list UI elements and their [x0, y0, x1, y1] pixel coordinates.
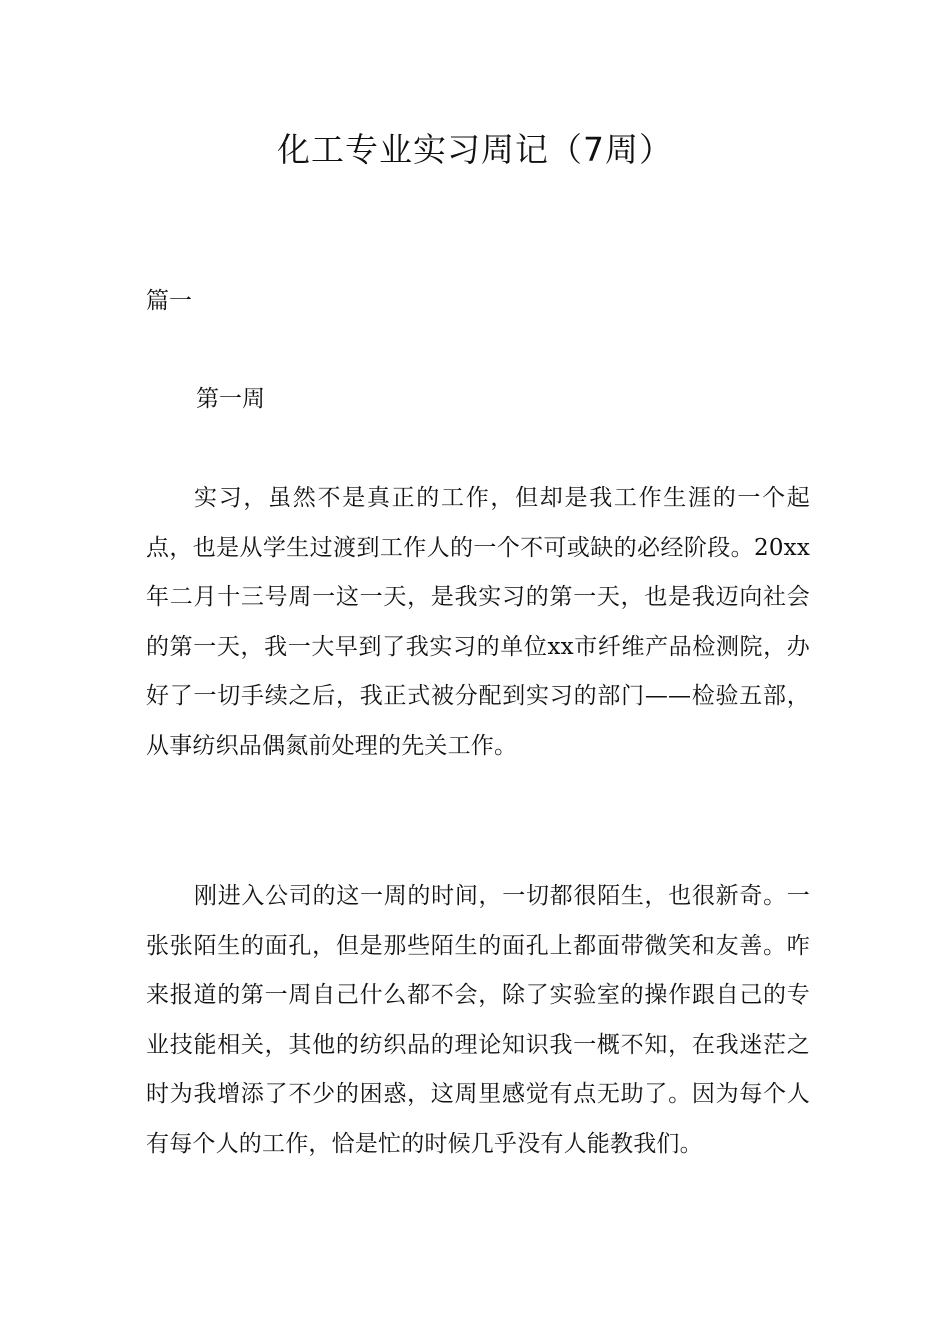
- section-label: 篇一: [146, 288, 192, 314]
- paragraph-1: 实习，虽然不是真正的工作，但却是我工作生涯的一个起点，也是从学生过渡到工作人的一个不可或缺的必经阶段。20xx年二月十三号周一这一天，是我实习的第一天，也是我迈向社会的第一天，我一大早到了我实习的单位xx市纤维产品检测院，办好了一切手续之后，我正式被分配到实习的部门——检验五部，从事纺织品偶氮前处理的先关工作。: [146, 485, 810, 759]
- week-label: 第一周: [196, 386, 265, 412]
- document-title: 化工专业实习周记（7周）: [277, 130, 673, 169]
- paragraph-2: 刚进入公司的这一周的时间，一切都很陌生，也很新奇。一张张陌生的面孔，但是那些陌生的面孔上都面带微笑和友善。咋来报道的第一周自己什么都不会，除了实验室的操作跟自己的专业技能相关，其他的纺织品的理论知识我一概不知，在我迷茫之时为我增添了不少的困惑，这周里感觉有点无助了。因为每个人有每个人的工作，恰是忙的时候几乎没有人能教我们。: [146, 883, 810, 1157]
